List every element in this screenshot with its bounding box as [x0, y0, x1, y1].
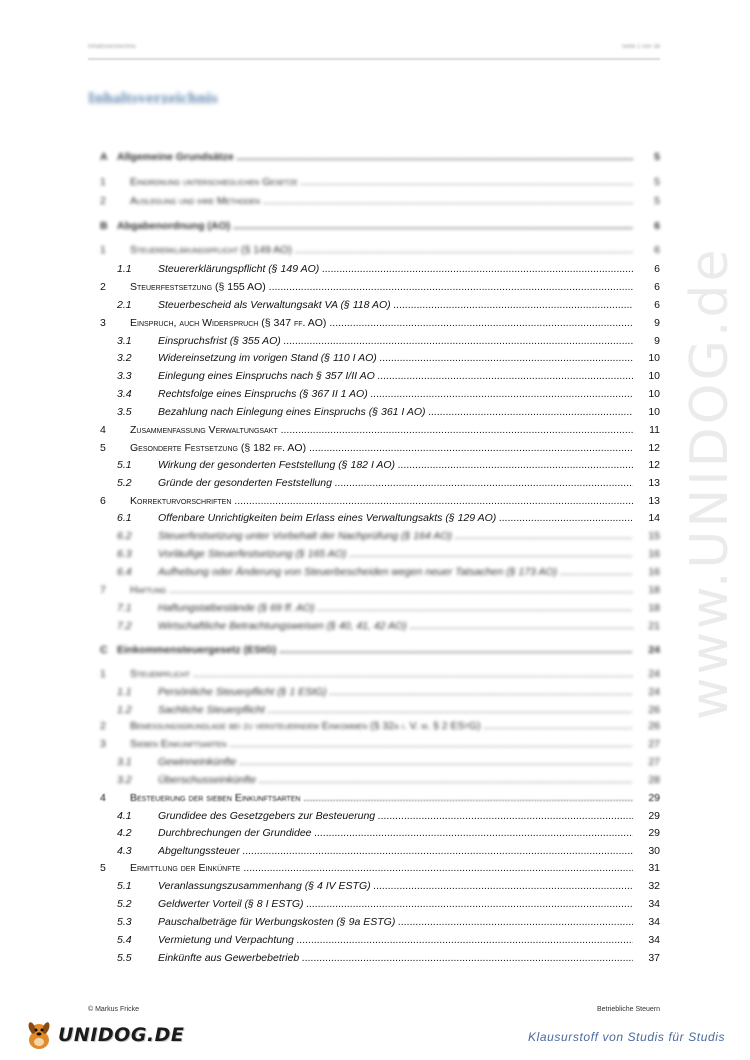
toc-entry-number: 3.5: [117, 406, 132, 418]
toc-entry-page: 34: [633, 914, 660, 930]
footer-author: © Markus Fricke: [88, 1006, 140, 1013]
toc-entry-page: 26: [633, 702, 660, 718]
toc-entry-page: 24: [633, 684, 660, 700]
toc-entry-title: Geldwerter Vorteil (§ 8 I ESTG) .....: [158, 896, 633, 912]
toc-entry-title: Durchbrechungen der Grundidee .....: [158, 825, 633, 841]
toc-entry-title: Einordnung unterschiedlichen Gesetze .....: [130, 174, 633, 190]
toc-entry-number: 6.2: [117, 530, 132, 542]
toc-entry-number: 1.1: [117, 263, 132, 275]
toc-entry[interactable]: [0, 315, 750, 331]
toc-entry-page: 6: [633, 242, 660, 258]
toc-entry[interactable]: [0, 149, 750, 165]
toc-entry[interactable]: [0, 878, 750, 894]
toc-entry[interactable]: [0, 174, 750, 190]
toc-entry[interactable]: [0, 279, 750, 295]
toc-entry[interactable]: [0, 932, 750, 948]
toc-entry-page: 27: [633, 754, 660, 770]
toc-entry[interactable]: [0, 510, 750, 526]
toc-entry-page: 13: [633, 475, 660, 491]
toc-entry[interactable]: [0, 914, 750, 930]
toc-entry-number: 5: [100, 862, 106, 874]
toc-entry[interactable]: [0, 860, 750, 876]
toc-entry-page: 12: [633, 457, 660, 473]
toc-entry-number: 6.3: [117, 548, 132, 560]
toc-entry-page: 6: [633, 261, 660, 277]
toc-entry[interactable]: [0, 843, 750, 859]
toc-entry-page: 6: [633, 279, 660, 295]
toc-entry-number: 5.4: [117, 934, 132, 946]
toc-entry-title: Zusammenfassung Verwaltungsakt .....: [130, 422, 633, 438]
toc-entry-title: Abgeltungssteuer .....: [158, 843, 633, 859]
toc-entry-title: Einspruch, auch Widerspruch (§ 347 ff. AO) .....: [130, 315, 633, 331]
toc-entry-title: Gewinneinkünfte .....: [158, 754, 633, 770]
toc-entry-number: B: [100, 220, 108, 232]
toc-entry[interactable]: [0, 297, 750, 313]
toc-entry-page: 10: [633, 404, 660, 420]
toc-entry-page: 28: [633, 772, 660, 788]
toc-entry-title: Steuerbescheid als Verwaltungsakt VA (§ 118 AO) .....: [158, 297, 633, 313]
toc-entry[interactable]: [0, 642, 750, 658]
toc-entry-title: Auslegung und ihre Methoden .....: [130, 193, 633, 209]
toc-entry-number: 5.1: [117, 880, 132, 892]
toc-entry-number: 4.3: [117, 845, 132, 857]
toc-entry[interactable]: [0, 261, 750, 277]
toc-entry-number: 2: [100, 281, 106, 293]
toc-entry-page: 21: [633, 618, 660, 634]
toc-entry-title: Ermittlung der Einkünfte .....: [130, 860, 633, 876]
toc-entry-title: Sachliche Steuerpflicht .....: [158, 702, 633, 718]
toc-entry-title: Allgemeine Grundsätze .....: [117, 149, 633, 165]
toc-entry-page: 30: [633, 843, 660, 859]
toc-entry-number: 3.3: [117, 370, 132, 382]
toc-entry-page: 27: [633, 736, 660, 752]
toc-entry-number: 7: [100, 584, 106, 596]
toc-entry[interactable]: [0, 702, 750, 718]
toc-entry-number: 5.2: [117, 898, 132, 910]
toc-entry-title: Steuererklärungspflicht (§ 149 AO) .....: [158, 261, 633, 277]
toc-entry[interactable]: [0, 528, 750, 544]
toc-entry[interactable]: [0, 368, 750, 384]
toc-entry-number: 4.2: [117, 827, 132, 839]
toc-entry-number: 3.4: [117, 388, 132, 400]
toc-entry-number: 1: [100, 176, 106, 188]
toc-entry-title: Widereinsetzung im vorigen Stand (§ 110 I AO) .....: [158, 350, 633, 366]
toc-entry-page: 24: [633, 666, 660, 682]
toc-entry-page: 37: [633, 950, 660, 966]
toc-entry-number: 3.1: [117, 756, 132, 768]
toc-entry[interactable]: [0, 386, 750, 402]
header-left-text: Inhaltsverzeichnis: [88, 44, 136, 50]
watermark: www.UNIDOG.de: [680, 246, 740, 720]
toc-entry[interactable]: [0, 754, 750, 770]
toc-entry-page: 10: [633, 350, 660, 366]
dog-mascot-icon: [22, 1018, 56, 1052]
toc-entry-title: Grundidee des Gesetzgebers zur Besteuerung .....: [158, 808, 633, 824]
toc-entry-title: Abgabenordnung (AO) .....: [117, 218, 633, 234]
logo-text: UNIDOG.DE: [58, 1024, 185, 1046]
toc-entry-page: 10: [633, 386, 660, 402]
toc-entry[interactable]: [0, 333, 750, 349]
toc-entry-number: 6.1: [117, 512, 132, 524]
toc-entry-number: 5: [100, 442, 106, 454]
toc-entry[interactable]: [0, 950, 750, 966]
toc-entry-title: Bemessungsgrundlage bei zu versteuerndem Einkommen (§ 32a i. V. m. § 2 EStG) .....: [130, 718, 633, 734]
toc-entry[interactable]: [0, 736, 750, 752]
toc-entry-number: 3.1: [117, 335, 132, 347]
toc-entry-title: Einkünfte aus Gewerbebetrieb .....: [158, 950, 633, 966]
toc-entry-number: 6: [100, 495, 106, 507]
toc-entry-title: Vermietung und Verpachtung .....: [158, 932, 633, 948]
toc-entry[interactable]: [0, 808, 750, 824]
toc-entry[interactable]: [0, 825, 750, 841]
toc-entry-title: Überschusseinkünfte .....: [158, 772, 633, 788]
toc-entry[interactable]: [0, 422, 750, 438]
toc-entry[interactable]: [0, 457, 750, 473]
toc-entry-page: 16: [633, 564, 660, 580]
toc-entry-title: Offenbare Unrichtigkeiten beim Erlass eines Verwaltungsakts (§ 129 AO) .....: [158, 510, 633, 526]
toc-entry-title: Persönliche Steuerpflicht (§ 1 EStG) .....: [158, 684, 633, 700]
toc-entry-number: 5.3: [117, 916, 132, 928]
toc-entry[interactable]: [0, 475, 750, 491]
toc-entry-number: 2: [100, 720, 106, 732]
toc-entry-title: Steuerpflicht .....: [130, 666, 633, 682]
toc-entry-title: Einkommensteuergesetz (EStG) .....: [117, 642, 633, 658]
unidog-logo[interactable]: [22, 1018, 184, 1052]
toc-entry-title: Veranlassungszusammenhang (§ 4 IV ESTG) .....: [158, 878, 633, 894]
toc-entry[interactable]: [0, 666, 750, 682]
toc-entry-title: Steuererklärungspflicht (§ 149 AO) .....: [130, 242, 633, 258]
toc-entry[interactable]: [0, 218, 750, 234]
toc-entry[interactable]: [0, 404, 750, 420]
toc-entry[interactable]: [0, 582, 750, 598]
toc-entry-number: 5.5: [117, 952, 132, 964]
toc-entry[interactable]: [0, 790, 750, 806]
toc-entry-page: 10: [633, 368, 660, 384]
toc-entry-number: 6.4: [117, 566, 132, 578]
toc-entry-number: A: [100, 151, 108, 163]
toc-entry-title: Pauschalbeträge für Werbungskosten (§ 9a ESTG) .....: [158, 914, 633, 930]
toc-entry-title: Vorläufige Steuerfestsetzung (§ 165 AO) .....: [158, 546, 633, 562]
toc-entry-number: 3: [100, 738, 106, 750]
toc-entry-title: Haftung .....: [130, 582, 633, 598]
toc-entry-number: 7.2: [117, 620, 132, 632]
toc-entry-page: 16: [633, 546, 660, 562]
toc-entry-number: 7.1: [117, 602, 132, 614]
toc-entry-number: 3: [100, 317, 106, 329]
toc-entry-page: 24: [633, 642, 660, 658]
toc-entry-number: C: [100, 644, 108, 656]
toc-entry-title: Besteuerung der sieben Einkunftsarten .....: [130, 790, 633, 806]
toc-entry[interactable]: [0, 242, 750, 258]
toc-entry-number: 3.2: [117, 774, 132, 786]
toc-entry-page: 29: [633, 825, 660, 841]
toc-entry-number: 4: [100, 792, 106, 804]
header-right-text: Seite 2 von 38: [621, 44, 660, 50]
toc-entry-page: 6: [633, 218, 660, 234]
toc-entry-page: 9: [633, 333, 660, 349]
toc-entry-page: 13: [633, 493, 660, 509]
toc-entry-page: 32: [633, 878, 660, 894]
toc-entry-page: 34: [633, 932, 660, 948]
toc-entry-page: 12: [633, 440, 660, 456]
toc-entry[interactable]: [0, 600, 750, 616]
toc-entry-page: 11: [633, 422, 660, 438]
toc-entry[interactable]: [0, 618, 750, 634]
toc-entry[interactable]: [0, 193, 750, 209]
toc-entry-title: Steuerfestsetzung unter Vorbehalt der Nachprüfung (§ 164 AO) .....: [158, 528, 633, 544]
toc-entry-page: 9: [633, 315, 660, 331]
toc-entry-title: Korrekturvorschriften .....: [130, 493, 633, 509]
toc-entry-number: 1: [100, 668, 106, 680]
toc-entry-page: 26: [633, 718, 660, 734]
toc-entry-page: 6: [633, 297, 660, 313]
toc-entry-number: 1.2: [117, 704, 132, 716]
toc-entry-title: Einlegung eines Einspruchs nach § 357 I/II AO .....: [158, 368, 633, 384]
toc-entry[interactable]: [0, 546, 750, 562]
toc-entry-number: 1: [100, 244, 106, 256]
toc-entry-number: 5.1: [117, 459, 132, 471]
toc-entry-page: 15: [633, 528, 660, 544]
toc-entry-number: 3.2: [117, 352, 132, 364]
toc-entry[interactable]: [0, 564, 750, 580]
toc-entry-number: 1.1: [117, 686, 132, 698]
toc-entry-number: 5.2: [117, 477, 132, 489]
toc-entry[interactable]: [0, 493, 750, 509]
toc-entry[interactable]: [0, 350, 750, 366]
toc-entry-title: Rechtsfolge eines Einspruchs (§ 367 II 1 AO) .....: [158, 386, 633, 402]
footer-subject: Betriebliche Steuern: [596, 1006, 660, 1013]
toc-entry-page: 29: [633, 808, 660, 824]
toc-entry-page: 31: [633, 860, 660, 876]
toc-entry-title: Haftungstatbestände (§ 69 ff. AO) .....: [158, 600, 633, 616]
toc-entry-number: 4.1: [117, 810, 132, 822]
toc-entry-number: 4: [100, 424, 106, 436]
toc-entry-title: Gründe der gesonderten Feststellung .....: [158, 475, 633, 491]
toc-entry-title: Sieben Einkunftsarten .....: [130, 736, 633, 752]
toc-entry-page: 18: [633, 600, 660, 616]
toc-entry-page: 34: [633, 896, 660, 912]
page-title: Inhaltsverzeichnis: [88, 90, 218, 107]
toc-entry-page: 5: [633, 149, 660, 165]
toc-entry[interactable]: [0, 718, 750, 734]
toc-entry[interactable]: [0, 440, 750, 456]
toc-entry-title: Einspruchsfrist (§ 355 AO) .....: [158, 333, 633, 349]
toc-entry-page: 14: [633, 510, 660, 526]
slogan: Klausurstoff von Studis für Studis: [528, 1030, 726, 1044]
toc-entry-title: Bezahlung nach Einlegung eines Einspruchs (§ 361 I AO) .....: [158, 404, 633, 420]
toc-entry-page: 18: [633, 582, 660, 598]
toc-entry-page: 5: [633, 174, 660, 190]
toc-entry-title: Wirtschaftliche Betrachtungsweisen (§ 40, 41, 42 AO) .....: [158, 618, 633, 634]
toc-entry[interactable]: [0, 684, 750, 700]
toc-entry-number: 2.1: [117, 299, 132, 311]
toc-entry-title: Gesonderte Festsetzung (§ 182 ff. AO) .....: [130, 440, 633, 456]
toc-entry-page: 29: [633, 790, 660, 806]
toc-entry[interactable]: [0, 772, 750, 788]
toc-entry-title: Steuerfestsetzung (§ 155 AO) .....: [130, 279, 633, 295]
toc-entry[interactable]: [0, 896, 750, 912]
toc-entry-number: 2: [100, 195, 106, 207]
toc-entry-title: Aufhebung oder Änderung von Steuerbescheiden wegen neuer Tatsachen (§ 173 AO) .....: [158, 564, 633, 580]
toc-entry-title: Wirkung der gesonderten Feststellung (§ 182 I AO) .....: [158, 457, 633, 473]
toc-entry-page: 5: [633, 193, 660, 209]
